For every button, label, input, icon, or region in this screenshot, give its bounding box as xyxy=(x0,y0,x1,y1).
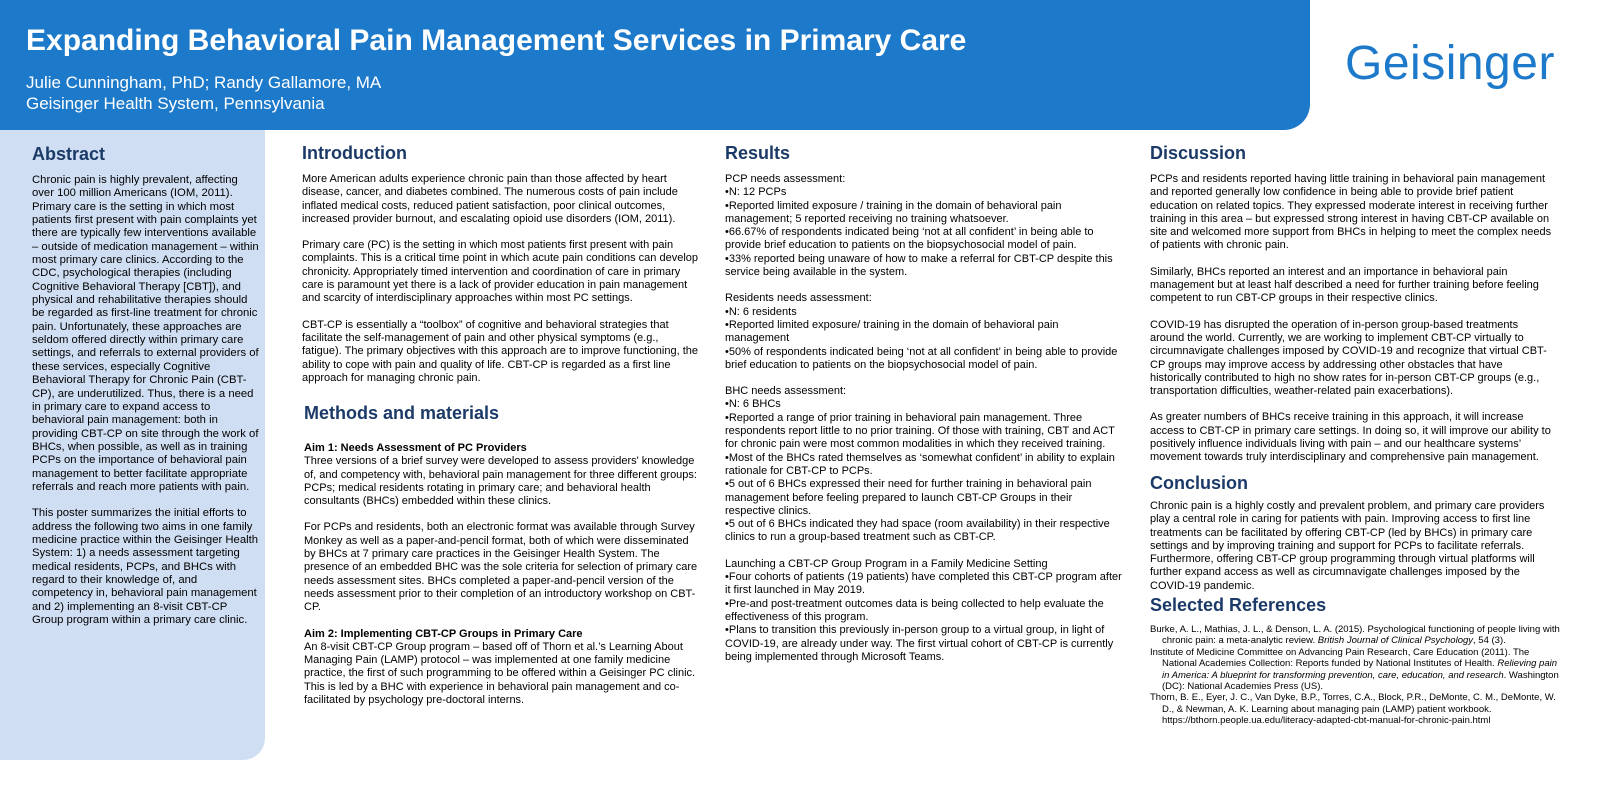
introduction-section xyxy=(302,143,700,385)
geisinger-logo: Geisinger xyxy=(1345,37,1555,90)
introduction-paragraph: More American adults experience chronic pain than those affected by heart disease, cancer, and diabetes combined. The numerous costs of pain include inflated medical costs, reduced patient satisfaction, poor clinical outcomes, increased provider burnout, and escalating opioid use disorders (IOM, 2011). xyxy=(302,173,678,225)
introduction-heading: Introduction xyxy=(302,143,407,163)
reference-item xyxy=(1150,647,1560,693)
discussion-section xyxy=(1150,143,1555,465)
discussion-heading: Discussion xyxy=(1150,143,1247,163)
discussion-paragraph: Similarly, BHCs reported an interest and an importance in behavioral pain management but at least half described a need for further training before feeling competent to run CBT-CP groups in their respective clinics. xyxy=(1150,265,1539,305)
methods-paragraph: An 8-visit CBT-CP Group program – based off of Thorn et al.’s Learning About Managing Pain (LAMP) protocol – was implemented at one family medicine practice, the first of such programming to be offered within a Geisinger PC clinic. This is led by a BHC with experience in behavioral pain management and co-facilitated by psychology pre-doctoral interns. xyxy=(304,640,696,707)
abstract-section xyxy=(32,144,260,627)
reference-title: Relieving pain in America: A blueprint for transforming prevention, care, education, and research xyxy=(1162,658,1558,681)
aim1-title: Aim 1: Needs Assessment of PC Providers xyxy=(304,442,527,454)
results-residents: Residents needs assessment: •N: 6 residents •Reported limited exposure/ training in the domain of behavioral pain management •50% of respondents indicated being ‘not at all confident’ in being able to provide brief education to patients on the biopsychosocial model of pain. xyxy=(725,292,1118,371)
poster-authors: Julie Cunningham, PhD; Randy Gallamore, MA Geisinger Health System, Pennsylvania xyxy=(26,73,382,113)
references-section xyxy=(1150,595,1560,727)
reference-item: Thorn, B. E., Eyer, J. C., Van Dyke, B.P., Torres, C.A., Block, P.R., DeMonte, C. M., DeMonte, W. D., & Newman, A. K. Learning about managing pain (LAMP) patient workbook. https://bthorn.people.ua.edu/literacy-adapted-cbt-manual-for-chronic-pain.html xyxy=(1150,692,1556,727)
reference-journal: British Journal of Clinical Psychology xyxy=(1317,635,1474,647)
results-section xyxy=(725,143,1125,664)
aim2-title: Aim 2: Implementing CBT-CP Groups in Primary Care xyxy=(304,627,583,640)
methods-paragraph: For PCPs and residents, both an electronic format was available through Survey Monkey as well as a paper-and-pencil format, both of which were disseminated by BHCs at 7 primary care practices in the Geisinger Health System. The presence of an embedded BHC was the sole criteria for selection of primary care needs assessment sites. BHCs completed a paper-and-pencil version of the needs assessment prior to their completion of an introductory workshop on CBT-CP. xyxy=(304,521,698,614)
methods-heading: Methods and materials xyxy=(304,403,500,423)
conclusion-paragraph: Chronic pain is a highly costly and prevalent problem, and primary care providers play a central role in caring for patients with pain. Improving access to first line treatments can be facilitated by offering CBT-CP (led by BHCs) in primary care settings and by improving training and support for PCPs to facilitate referrals. Furthermore, offering CBT-CP group programming through virtual platforms will further expand access as well as circumnavigate challenges imposed by the COVID-19 pandemic. xyxy=(1150,500,1545,592)
abstract-paragraph: Chronic pain is highly prevalent, affecting over 100 million Americans (IOM, 2011). Primary care is the setting in which most patients first present with pain complaints yet there are typically few interventions available – outside of medication management – within most primary care clinics. According to the CDC, psychological therapies (including Cognitive Behavioral Therapy [CBT]), and physical and rehabilitative therapies should be regarded as first-line treatment for chronic pain. Unfortunately, these approaches are seldom offered directly within primary care settings, and referrals to external providers of these services, especially Cognitive Behavioral Therapy for Chronic Pain (CBT-CP), are underutilized. Thus, there is a need in primary care to expand access to behavioral pain management: both in providing CBT-CP on site through the work of BHCs, when possible, as well as in training PCPs on the importance of behavioral pain management to better facilitate appropriate referrals and reach more patients with pain. xyxy=(32,174,259,493)
reference-text: . Washington (DC): National Academies Press (US). xyxy=(1162,669,1559,693)
results-pcp: PCP needs assessment: •N: 12 PCPs •Reported limited exposure / training in the domain of behavioral pain management; 5 reported receiving no training whatsoever. •66.67% of respondents indicated being ‘not at all confident’ in being able to provide brief education to patients on the biopsychosocial model of pain. •33% reported being unaware of how to make a referral for CBT-CP despite this service being available in the system. xyxy=(725,173,1113,279)
discussion-paragraph: PCPs and residents reported having little training in behavioral pain management and reported generally low confidence in being able to provide brief patient education on related topics. They expressed moderate interest in receiving further training in this area – but expressed strong interest in having CBT-CP available on site and welcomed more support from BHCs in helping to meet the complex needs of patients with chronic pain. xyxy=(1150,173,1552,252)
discussion-paragraph: COVID-19 has disrupted the operation of in-person group-based treatments around the world. Currently, we are working to implement CBT-CP virtually to circumnavigate challenges imposed by COVID-19 and recognize that virtual CBT-CP groups may improve access by addressing other obstacles that have historically contributed to high no show rates for in-person CBT-CP groups (e.g., transportation difficulties, weather-related pain exacerbations). xyxy=(1150,318,1547,398)
reference-text: Institute of Medicine Committee on Advancing Pain Research, Care Education (2011). The National Academies Collection: Reports funded by National Institutes of Health. xyxy=(1150,646,1530,670)
references-heading: Selected References xyxy=(1150,595,1327,615)
poster-title: Expanding Behavioral Pain Management Services in Primary Care xyxy=(26,24,967,57)
conclusion-heading: Conclusion xyxy=(1150,473,1248,493)
reference-item xyxy=(1150,624,1560,647)
results-bhc: BHC needs assessment: •N: 6 BHCs •Reported a range of prior training in behavioral pain management. Three respondents report little to no prior training. Of those with training, CBT and ACT for chronic pain were most common modalities in which they received training. •Most of the BHCs rated themselves as ‘somewhat confident’ in ability to explain rationale for CBT-CP to PCPs. •5 out of 6 BHCs expressed their need for further training in behavioral pain management before feeling prepared to launch CBT-CP Groups in their respective clinics. •5 out of 6 BHCs indicated they had space (room availability) in their respective clinics to run a group-based treatment such as CBT-CP. xyxy=(725,385,1115,544)
abstract-paragraph: This poster summarizes the initial efforts to address the following two aims in one family medicine practice within the Geisinger Health System: 1) a needs assessment targeting medical residents, PCPs, and BHCs with regard to their knowledge of, and competency in, behavioral pain management and 2) implementing an 8-visit CBT-CP Group program within a primary care clinic. xyxy=(32,507,259,626)
results-launch: Launching a CBT-CP Group Program in a Family Medicine Setting •Four cohorts of patients (19 patients) have completed this CBT-CP program after it first launched in May 2019. •Pre-and post-treatment outcomes data is being collected to help evaluate the effectiveness of this program. •Plans to transition this previously in-person group to a virtual group, in light of COVID-19, are already under way. The first virtual cohort of CBT-CP is currently being implemented through Microsoft Teams. xyxy=(725,557,1122,663)
introduction-paragraph: CBT-CP is essentially a “toolbox” of cognitive and behavioral strategies that facilitate the self-management of pain and other physical symptoms (e.g., fatigue). The primary objectives with this approach are to improve functioning, the ability to cope with pain and quality of life. CBT-CP is regarded as a first line approach for managing chronic pain. xyxy=(302,318,698,384)
methods-section xyxy=(304,403,702,707)
introduction-paragraph: Primary care (PC) is the setting in which most patients first present with pain complaints. This is a critical time point in which acute pain conditions can develop chronicity. Appropriately timed intervention and coordination of care in primary care is paramount yet there is a lack of provider education in pain management and scarcity of interdisciplinary approaches within most PC settings. xyxy=(302,239,698,305)
reference-text: , 54 (3). xyxy=(1473,635,1506,647)
discussion-paragraph: As greater numbers of BHCs receive training in this approach, it will increase access to CBT-CP in primary care settings. In doing so, it will improve our ability to positively influence individuals living with pain – and our healthcare systems’ movement towards truly interdisciplinary and comprehensive pain management. xyxy=(1150,411,1551,464)
methods-paragraph: Three versions of a brief survey were developed to assess providers' knowledge of, and competency with, behavioral pain management for three different groups: PCPs; medical residents rotating in primary care; and behavioral health consultants (BHCs) embedded within these clinics. xyxy=(304,455,697,508)
abstract-heading: Abstract xyxy=(32,144,106,164)
poster-header xyxy=(0,0,1310,130)
results-heading: Results xyxy=(725,143,791,163)
conclusion-section xyxy=(1150,473,1555,593)
reference-text: Burke, A. L., Mathias, J. L., & Denson, L. A. (2015). Psychological functioning of people living with chronic pain: a meta-analytic review. xyxy=(1150,624,1560,647)
